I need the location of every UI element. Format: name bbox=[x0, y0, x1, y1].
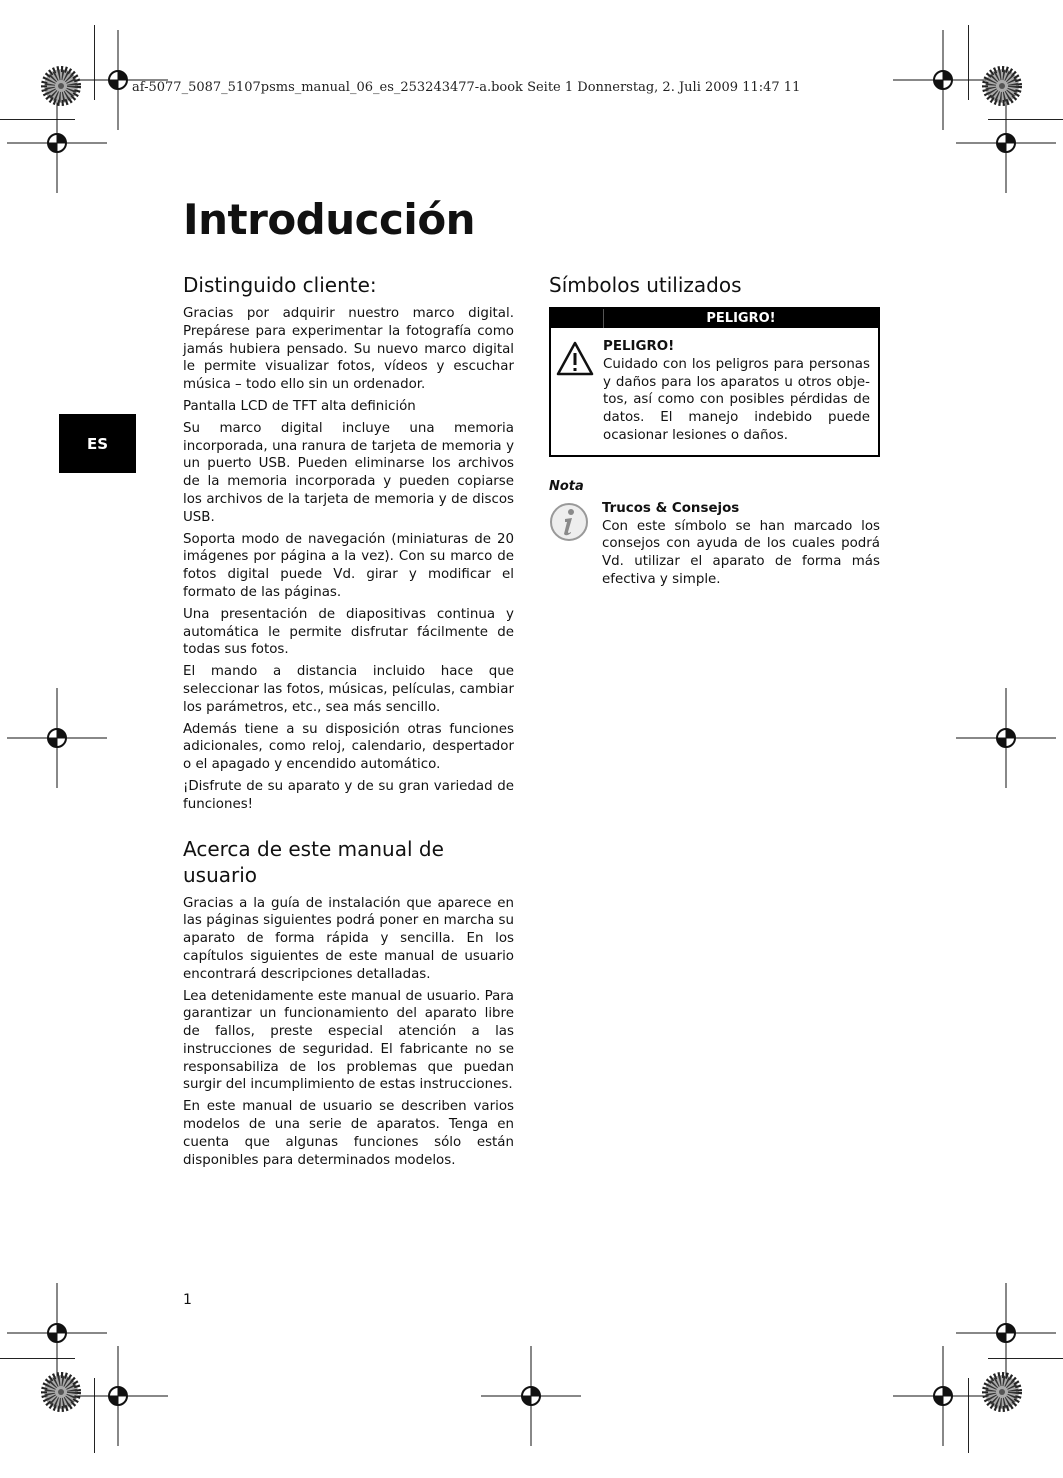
paragraph: Gracias por adquirir nuestro marco digital. Prepárese para experimentar la fotografía como jamás hubiera pensado. Su nuevo marco digital le permite visualizar fotos, vídeos y escuchar música – todo ello sin un ordenador. bbox=[183, 306, 514, 393]
paragraph: En este manual de usuario se describen varios modelos de una serie de aparatos. Tenga en cuenta que algunas funciones sólo están disponibles para determinados modelos. bbox=[183, 1099, 514, 1168]
paragraph: Además tiene a su disposición otras funciones adicionales, como reloj, calendario, despertador o el apagado y encendido automático. bbox=[183, 721, 514, 773]
heading-acerca-manual: Acerca de este manual de usuario bbox=[183, 836, 444, 887]
paragraph: Lea detenidamente este manual de usuario. Para garantizar un funcionamiento del aparato libre de fallos, preste especial atención a las instrucciones de seguridad. El fabricante no se responsabiliza de los problemas que puedan surgir del incumplimiento de estas instrucciones. bbox=[183, 988, 514, 1093]
warning-header-label: PELIGRO! bbox=[706, 311, 776, 326]
left-column bbox=[183, 272, 514, 1173]
note-box bbox=[549, 500, 880, 593]
page-title: Introducción bbox=[183, 195, 476, 244]
heading-simbolos-utilizados: Símbolos utilizados bbox=[549, 273, 742, 297]
note-label: Nota bbox=[549, 478, 584, 494]
language-tab: ES bbox=[59, 414, 136, 473]
warning-text: Cuidado con los peligros para personas y daños para los aparatos u otros objetos, así como con posibles pérdidas de datos. El manejo indebido puede ocasionar lesiones o daños. bbox=[603, 356, 870, 443]
warning-header bbox=[551, 309, 878, 328]
note-text: Con este símbolo se han marcado los consejos con ayuda de los cuales podrá Vd. utilizar el aparato de forma más efectiva y simple. bbox=[602, 518, 880, 587]
warning-triangle-icon bbox=[555, 338, 603, 449]
heading-distinguido-cliente: Distinguido cliente: bbox=[183, 273, 377, 297]
paragraph: Soporta modo de navegación (miniaturas de 20 imágenes por página a la vez). Con su marco de fotos digital puede Vd. girar y modificar el formato de las páginas. bbox=[183, 531, 514, 600]
page-number: 1 bbox=[183, 1292, 192, 1308]
paragraph: El mando a distancia incluido hace que seleccionar las fotos, músicas, películas, cambiar los parámetros, etc., sea más sencillo. bbox=[183, 664, 514, 715]
paragraph: Gracias a la guía de instalación que aparece en las páginas siguientes podrá poner en marcha su aparato de forma rápida y sencilla. En los capítulos siguientes de este manual de usuario encontrará descripciones detalladas. bbox=[183, 895, 514, 982]
note-title: Trucos & Consejos bbox=[602, 500, 740, 516]
paragraph: Una presentación de diapositivas continua y automática le permite disfrutar fácilmente de todas sus fotos. bbox=[183, 606, 514, 658]
warning-box bbox=[549, 307, 880, 457]
info-icon bbox=[549, 500, 602, 593]
right-column bbox=[549, 272, 880, 593]
paragraph: ¡Disfrute de su aparato y de su gran variedad de funciones! bbox=[183, 778, 514, 812]
paragraph: Pantalla LCD de TFT alta definición bbox=[183, 398, 416, 414]
warning-title: PELIGRO! bbox=[603, 339, 675, 354]
file-info-header: af-5077_5087_5107psms_manual_06_es_253243477-a.book Seite 1 Donnerstag, 2. Juli 2009 11:47 11 bbox=[132, 80, 801, 95]
paragraph: Su marco digital incluye una memoria incorporada, una ranura de tarjeta de memoria y un puerto USB. Pueden eliminarse los archivos de la memoria incorporada y pueden copiarse los archivos de la tarjeta de memoria y de discos USB. bbox=[183, 420, 514, 525]
